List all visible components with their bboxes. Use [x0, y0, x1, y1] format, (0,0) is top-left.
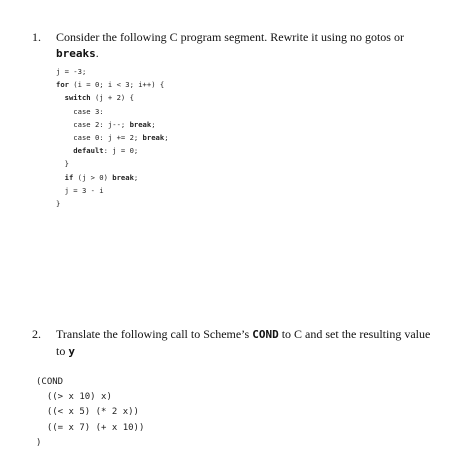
keyword-cond: COND: [252, 328, 279, 341]
question-number: 1.: [32, 30, 41, 44]
question-text: Consider the following C program segment. Rewrite it using no gotos or breaks.: [56, 30, 404, 60]
c-code-block: j = -3; for (i = 0; i < 3; i++) { switch (j + 2) { case 3: case 2: j--; break; case 0: j += 2; break; default: j = 0; } if (j > 0) break; j = 3 - i }: [56, 67, 169, 209]
variable-y: y: [68, 345, 75, 358]
scheme-code-block: (COND ((> x 10) x) ((< x 5) (* 2 x)) ((= x 7) (+ x 10)) ): [36, 377, 145, 448]
question-text: Translate the following call to Scheme’s COND to C and set the resulting value to y: [56, 327, 431, 358]
question-number: 2.: [32, 327, 41, 341]
keyword-breaks: breaks: [56, 47, 96, 60]
